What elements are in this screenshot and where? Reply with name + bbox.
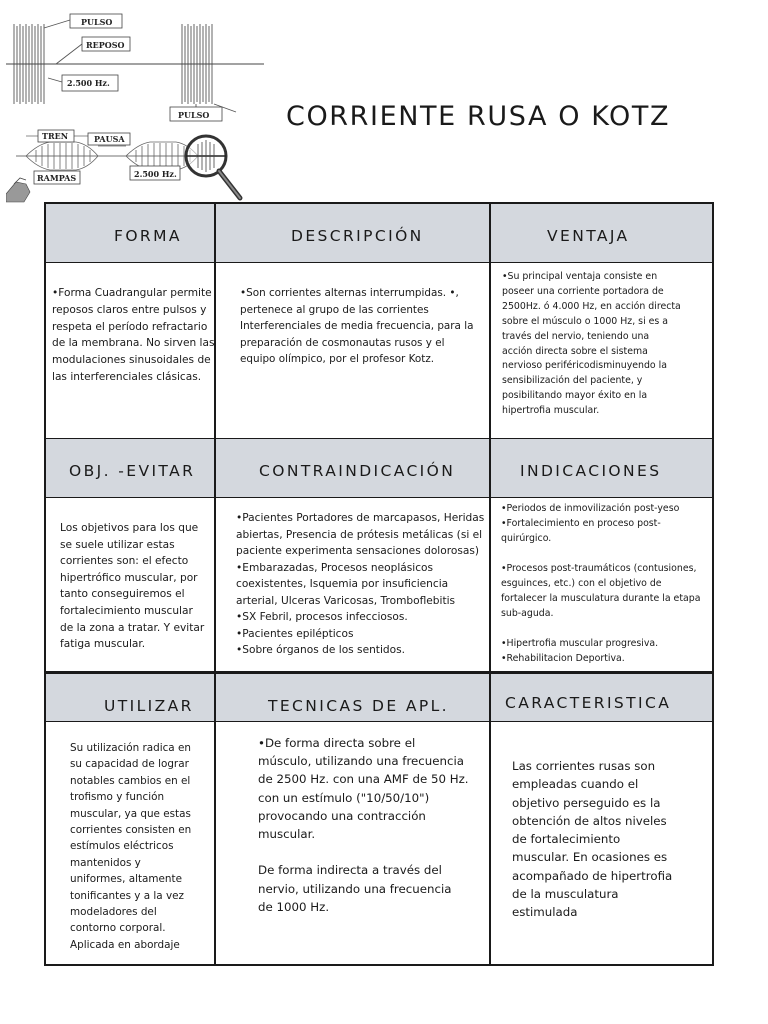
header-row-2 — [46, 439, 712, 497]
header-row-1 — [46, 204, 712, 262]
label-pausa: PAUSA — [94, 134, 125, 144]
header-indicaciones: INDICACIONES — [520, 462, 662, 480]
header-descripcion: DESCRIPCIÓN — [291, 227, 424, 245]
cell-contraindicacion: •Pacientes Portadores de marcapasos, Heridas abiertas, Presencia de prótesis metálicas (si el paciente experimenta sensaciones dolorosas) •Embarazadas, Procesos neoplásicos coexistentes, Isquemia por insuficiencia arterial, Ulceras Varicosas, Tromboflebitis •SX Febril, procesos infecciosos. •Pacientes epilépticos •Sobre órganos de los sentidos. — [236, 512, 485, 656]
row-divider-2 — [46, 438, 712, 439]
row-divider-1 — [46, 262, 712, 263]
column-divider-2 — [489, 204, 491, 964]
header-forma: FORMA — [114, 227, 182, 245]
label-reposo: REPOSO — [86, 40, 125, 50]
cell-ventaja: •Su principal ventaja consiste en poseer una corriente portadora de 2500Hz. ó 4.000 Hz, en acción directa sobre el músculo o 1000 Hz, si es a través del nervio, teniendo una acción directa sobre el sistema nervioso periféricodisminuyendo la sensibilización del paciente, y posibilitando mayor éxito en la hipertrofia muscular. — [502, 271, 681, 417]
magnifier-icon — [186, 136, 240, 198]
header-obj-evitar: OBJ. -EVITAR — [69, 462, 196, 480]
header-utilizar: UTILIZAR — [104, 697, 194, 715]
hand-icon — [6, 178, 30, 202]
label-pulso-top: PULSO — [81, 17, 113, 27]
label-tren: TREN — [42, 131, 69, 141]
summary-table — [44, 202, 714, 966]
header-ventaja: VENTAJA — [547, 227, 630, 245]
header-row-3 — [46, 674, 712, 721]
label-pulso-right: PULSO — [178, 110, 210, 120]
label-freq-bottom: 2.500 Hz. — [134, 169, 177, 179]
cell-descripcion: •Son corrientes alternas interrumpidas. •, pertenece al grupo de las corrientes Interferenciales de media frecuencia, para la preparación de cosmonautas rusos y el equipo olímpico, por el profesor Kotz. — [240, 287, 474, 366]
label-freq-top: 2.500 Hz. — [67, 78, 110, 88]
cell-forma: •Forma Cuadrangular permite reposos claros entre pulsos y respeta el período refractario de la membrana. No sirven las modulaciones sinusoidales de las interferenciales clásicas. — [52, 287, 215, 383]
cell-indicaciones: •Periodos de inmovilización post-yeso •Fortalecimiento en proceso post- quirúrgico. •Procesos post-traumáticos (contusiones, esguinces, etc.) con el objetivo de fortalecer la musculatura durante la etapa sub-aguda. •Hipertrofia muscular progresiva. •Rehabilitacion Deportiva. — [501, 503, 701, 664]
row-divider-5 — [46, 721, 712, 722]
waveform-diagram — [6, 6, 264, 206]
row-divider-4 — [46, 671, 712, 674]
label-rampas: RAMPAS — [37, 173, 77, 183]
header-contraindicacion: CONTRAINDICACIÓN — [259, 462, 456, 480]
cell-utilizar: Su utilización radica en su capacidad de lograr notables cambios en el trofismo y función muscular, ya que estas corrientes consisten en estímulos eléctricos mantenidos y uniformes, altamente tonificantes y a la vez modeladores del contorno corporal. Aplicada en abordaje — [70, 742, 192, 951]
cell-obj-evitar: Los objetivos para los que se suele utilizar estas corrientes son: el efecto hipertrófico muscular, por tanto conseguiremos el fortalecimiento muscular de la zona a tratar. Y evitar fatiga muscular. — [60, 522, 205, 651]
cell-tecnicas: •De forma directa sobre el músculo, utilizando una frecuencia de 2500 Hz. con una AMF de 50 Hz. con un estímulo ("10/50/10") provocando una contracción muscular. De forma indirecta a través del nervio, utilizando una frecuencia de 1000 Hz. — [258, 736, 469, 914]
header-caracteristica: CARACTERISTICA — [505, 694, 672, 712]
row-divider-3 — [46, 497, 712, 498]
cell-caracteristica: Las corrientes rusas son empleadas cuando el objetivo perseguido es la obtención de altos niveles de fortalecimiento muscular. En ocasiones es acompañado de hipertrofia de la musculatura estimulada — [512, 759, 673, 920]
header-tecnicas: TECNICAS DE APL. — [268, 697, 450, 715]
page-title: CORRIENTE RUSA O KOTZ — [286, 101, 671, 132]
